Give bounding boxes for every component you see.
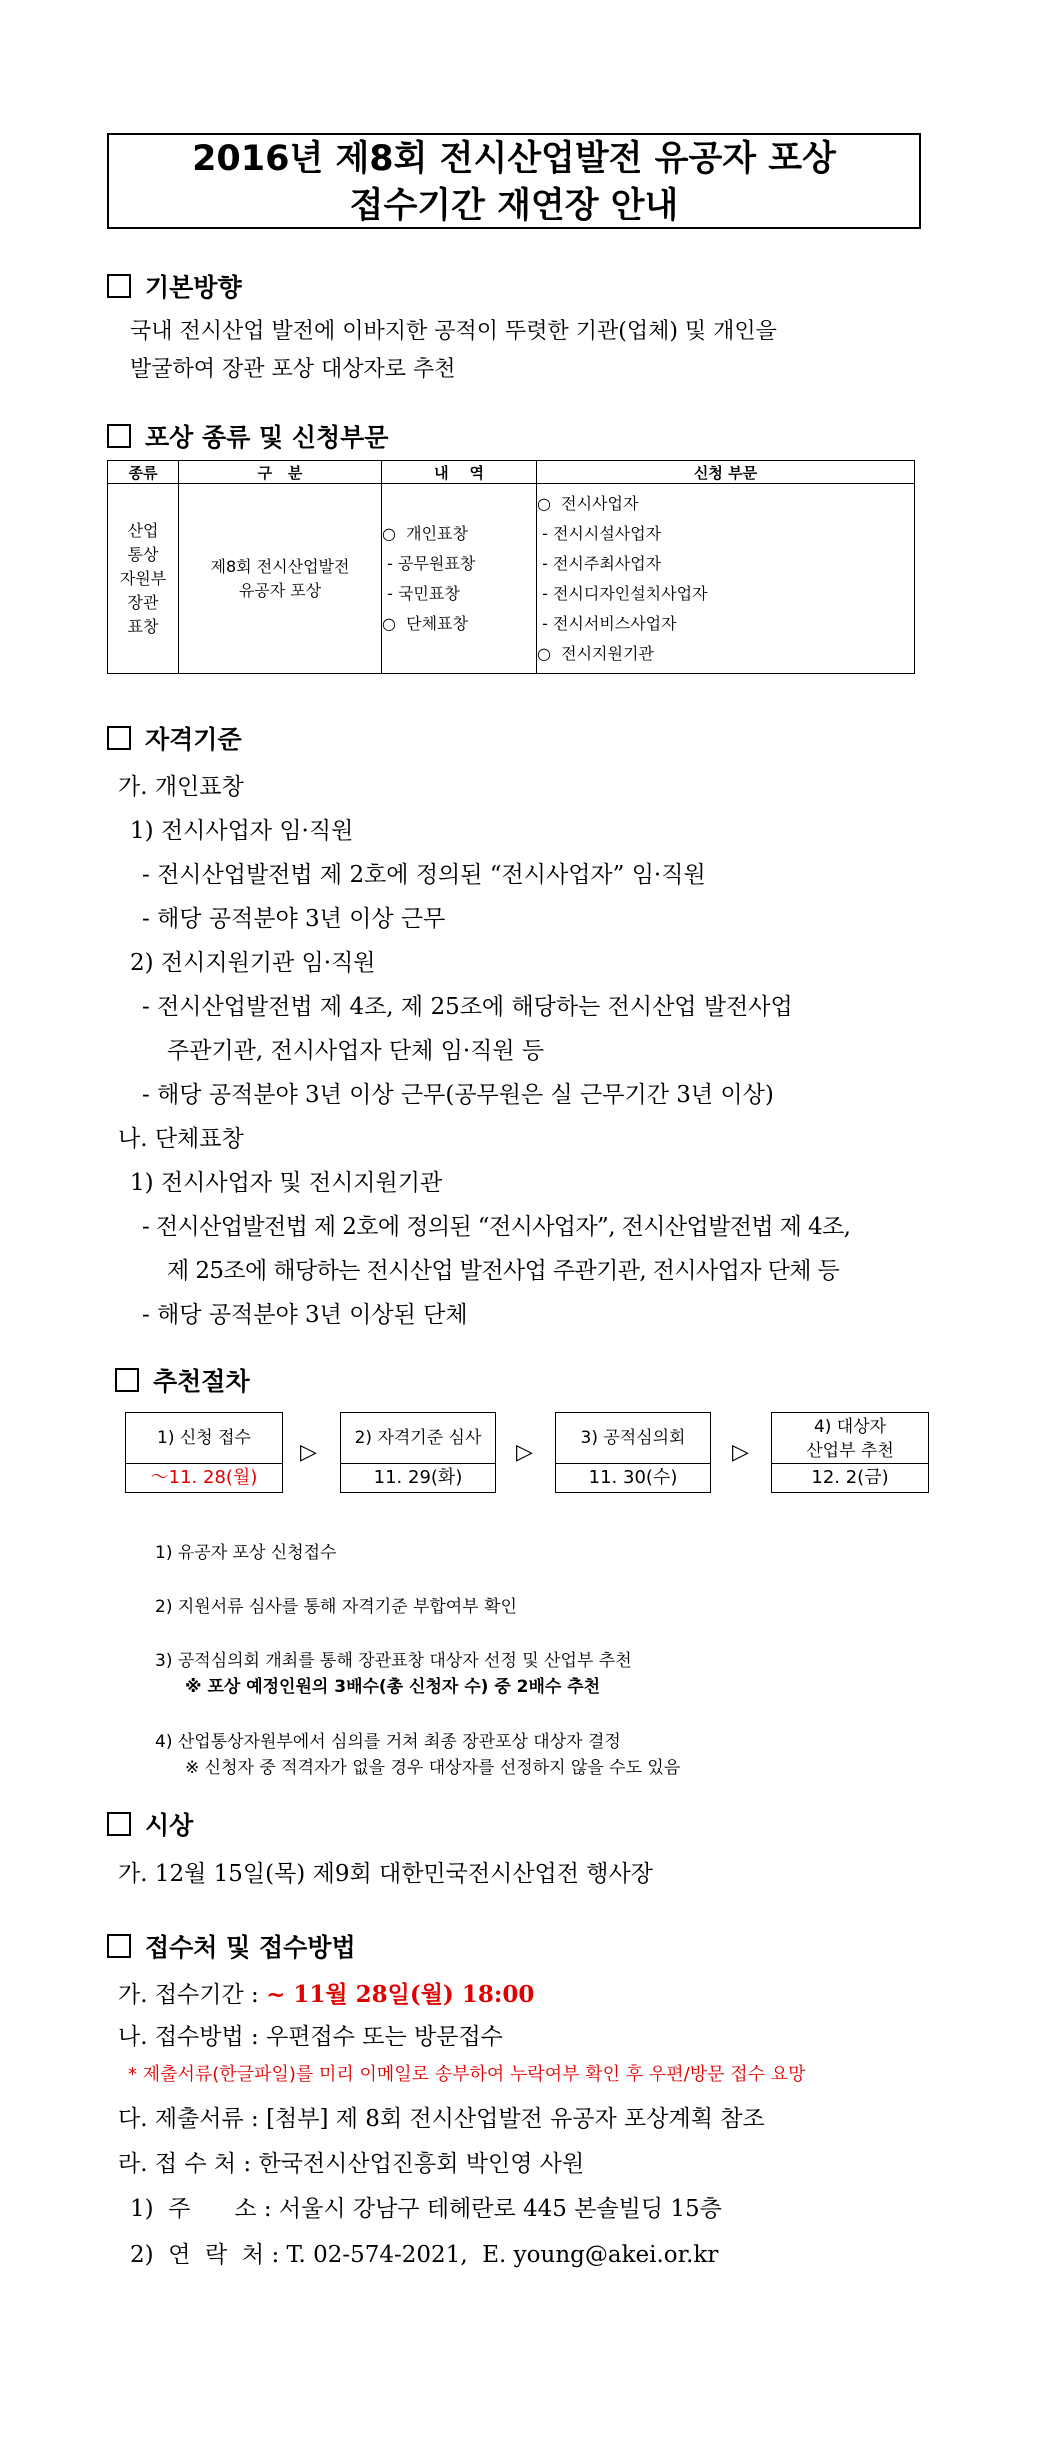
arrow-icon: ▷: [732, 1440, 749, 1465]
criteria-line: 나. 단체표창: [118, 1126, 244, 1152]
page-title-line2: 접수기간 재연장 안내: [349, 186, 679, 226]
criteria-line: 가. 개인표창: [118, 774, 244, 800]
procedure-step-4-date: 12. 2(금): [771, 1463, 929, 1493]
criteria-line: - 전시산업발전법 제 2호에 정의된 “전시사업자” 임·직원: [142, 862, 706, 888]
checkbox-square-icon: [107, 1934, 131, 1958]
procedure-step-4: 4) 대상자 산업부 추천: [771, 1412, 929, 1464]
procedure-step-2: 2) 자격기준 심사: [340, 1412, 496, 1464]
awards-kind-cell: 산업 통상 자원부 장관 표창: [108, 484, 179, 674]
awards-table: [107, 460, 915, 674]
awards-header-kind: 종류: [108, 461, 179, 484]
checkbox-square-icon: [115, 1368, 139, 1392]
awards-header-fields: 신청 부문: [537, 461, 915, 484]
section-basic-heading: 기본방향: [107, 268, 242, 304]
checkbox-square-icon: [107, 424, 131, 448]
procedure-note: 2) 지원서류 심사를 통해 자격기준 부합여부 확인: [155, 1597, 517, 1617]
submission-office: 라. 접 수 처 : 한국전시산업진흥회 박인영 사원: [118, 2151, 585, 2177]
awards-fields-cell: ○ 전시사업자 - 전시시설사업자 - 전시주최사업자 - 전시디자인설치사업자 - 전시서비스사업자 ○ 전시지원기관: [537, 484, 915, 674]
section-procedure-heading: 추천절차: [115, 1362, 250, 1398]
submission-method-note: * 제출서류(한글파일)를 미리 이메일로 송부하여 누락여부 확인 후 우편/방문 접수 요망: [128, 2064, 806, 2085]
criteria-line: 1) 전시사업자 임·직원: [130, 818, 354, 844]
section-ceremony-heading: 시상: [107, 1806, 193, 1842]
basic-line-2: 발굴하여 장관 포상 대상자로 추천: [130, 357, 456, 382]
criteria-line: - 해당 공적분야 3년 이상 근무: [142, 906, 446, 932]
awards-header-details: 내 역: [382, 461, 537, 484]
procedure-step-1: 1) 신청 접수: [125, 1412, 283, 1464]
procedure-step-3-date: 11. 30(수): [555, 1463, 711, 1493]
checkbox-square-icon: [107, 1812, 131, 1836]
criteria-line: - 해당 공적분야 3년 이상된 단체: [142, 1302, 468, 1328]
section-awards-heading: 포상 종류 및 신청부문: [107, 418, 388, 454]
checkbox-square-icon: [107, 726, 131, 750]
ceremony-line: 가. 12월 15일(목) 제9회 대한민국전시산업전 행사장: [118, 1861, 653, 1887]
submission-documents: 다. 제출서류 : [첨부] 제 8회 전시산업발전 유공자 포상계획 참조: [118, 2106, 765, 2132]
submission-contact: 2) 연 락 처 : T. 02-574-2021, E. young@akei.or.kr: [130, 2242, 719, 2268]
section-criteria-heading: 자격기준: [107, 720, 242, 756]
basic-line-1: 국내 전시산업 발전에 이바지한 공적이 뚜렷한 기관(업체) 및 개인을: [130, 319, 777, 344]
arrow-icon: ▷: [516, 1440, 533, 1465]
arrow-icon: ▷: [300, 1440, 317, 1465]
criteria-line: - 전시산업발전법 제 2호에 정의된 “전시사업자”, 전시산업발전법 제 4조,: [142, 1214, 851, 1240]
criteria-line: - 전시산업발전법 제 4조, 제 25조에 해당하는 전시산업 발전사업: [142, 994, 793, 1020]
procedure-step-3: 3) 공적심의회: [555, 1412, 711, 1464]
procedure-note: ※ 신청자 중 적격자가 없을 경우 대상자를 선정하지 않을 수도 있음: [185, 1758, 681, 1778]
checkbox-square-icon: [107, 274, 131, 298]
page-title-line1: 2016년 제8회 전시산업발전 유공자 포상: [192, 139, 836, 179]
procedure-step-1-date: ～11. 28(월): [125, 1463, 283, 1493]
submission-method: 나. 접수방법 : 우편접수 또는 방문접수: [118, 2024, 503, 2050]
procedure-step-2-date: 11. 29(화): [340, 1463, 496, 1493]
section-submission-heading: 접수처 및 접수방법: [107, 1928, 356, 1964]
awards-header-category: 구 분: [179, 461, 382, 484]
criteria-line: 제 25조에 해당하는 전시산업 발전사업 주관기관, 전시사업자 단체 등: [167, 1258, 840, 1284]
submission-address: 1) 주 소 : 서울시 강남구 테헤란로 445 본솔빌딩 15층: [130, 2196, 722, 2222]
procedure-note-bold: ※ 포상 예정인원의 3배수(총 신청자 수) 중 2배수 추천: [185, 1677, 601, 1697]
procedure-note: 4) 산업통상자원부에서 심의를 거쳐 최종 장관포상 대상자 결정: [155, 1732, 621, 1752]
procedure-note: 1) 유공자 포상 신청접수: [155, 1543, 337, 1563]
procedure-note: 3) 공적심의회 개최를 통해 장관표창 대상자 선정 및 산업부 추천: [155, 1651, 632, 1671]
criteria-line: 주관기관, 전시사업자 단체 임·직원 등: [167, 1038, 545, 1064]
awards-category-cell: 제8회 전시산업발전 유공자 포상: [179, 484, 382, 674]
submission-period: 가. 접수기간 : ~ 11월 28일(월) 18:00: [118, 1981, 535, 2008]
criteria-line: - 해당 공적분야 3년 이상 근무(공무원은 실 근무기간 3년 이상): [142, 1082, 774, 1108]
awards-details-cell: ○ 개인표창 - 공무원표창 - 국민표창 ○ 단체표창: [382, 484, 537, 674]
submission-period-value: ~ 11월 28일(월) 18:00: [266, 1981, 535, 2008]
title-box: [107, 133, 921, 229]
criteria-line: 1) 전시사업자 및 전시지원기관: [130, 1170, 443, 1196]
criteria-line: 2) 전시지원기관 임·직원: [130, 950, 376, 976]
